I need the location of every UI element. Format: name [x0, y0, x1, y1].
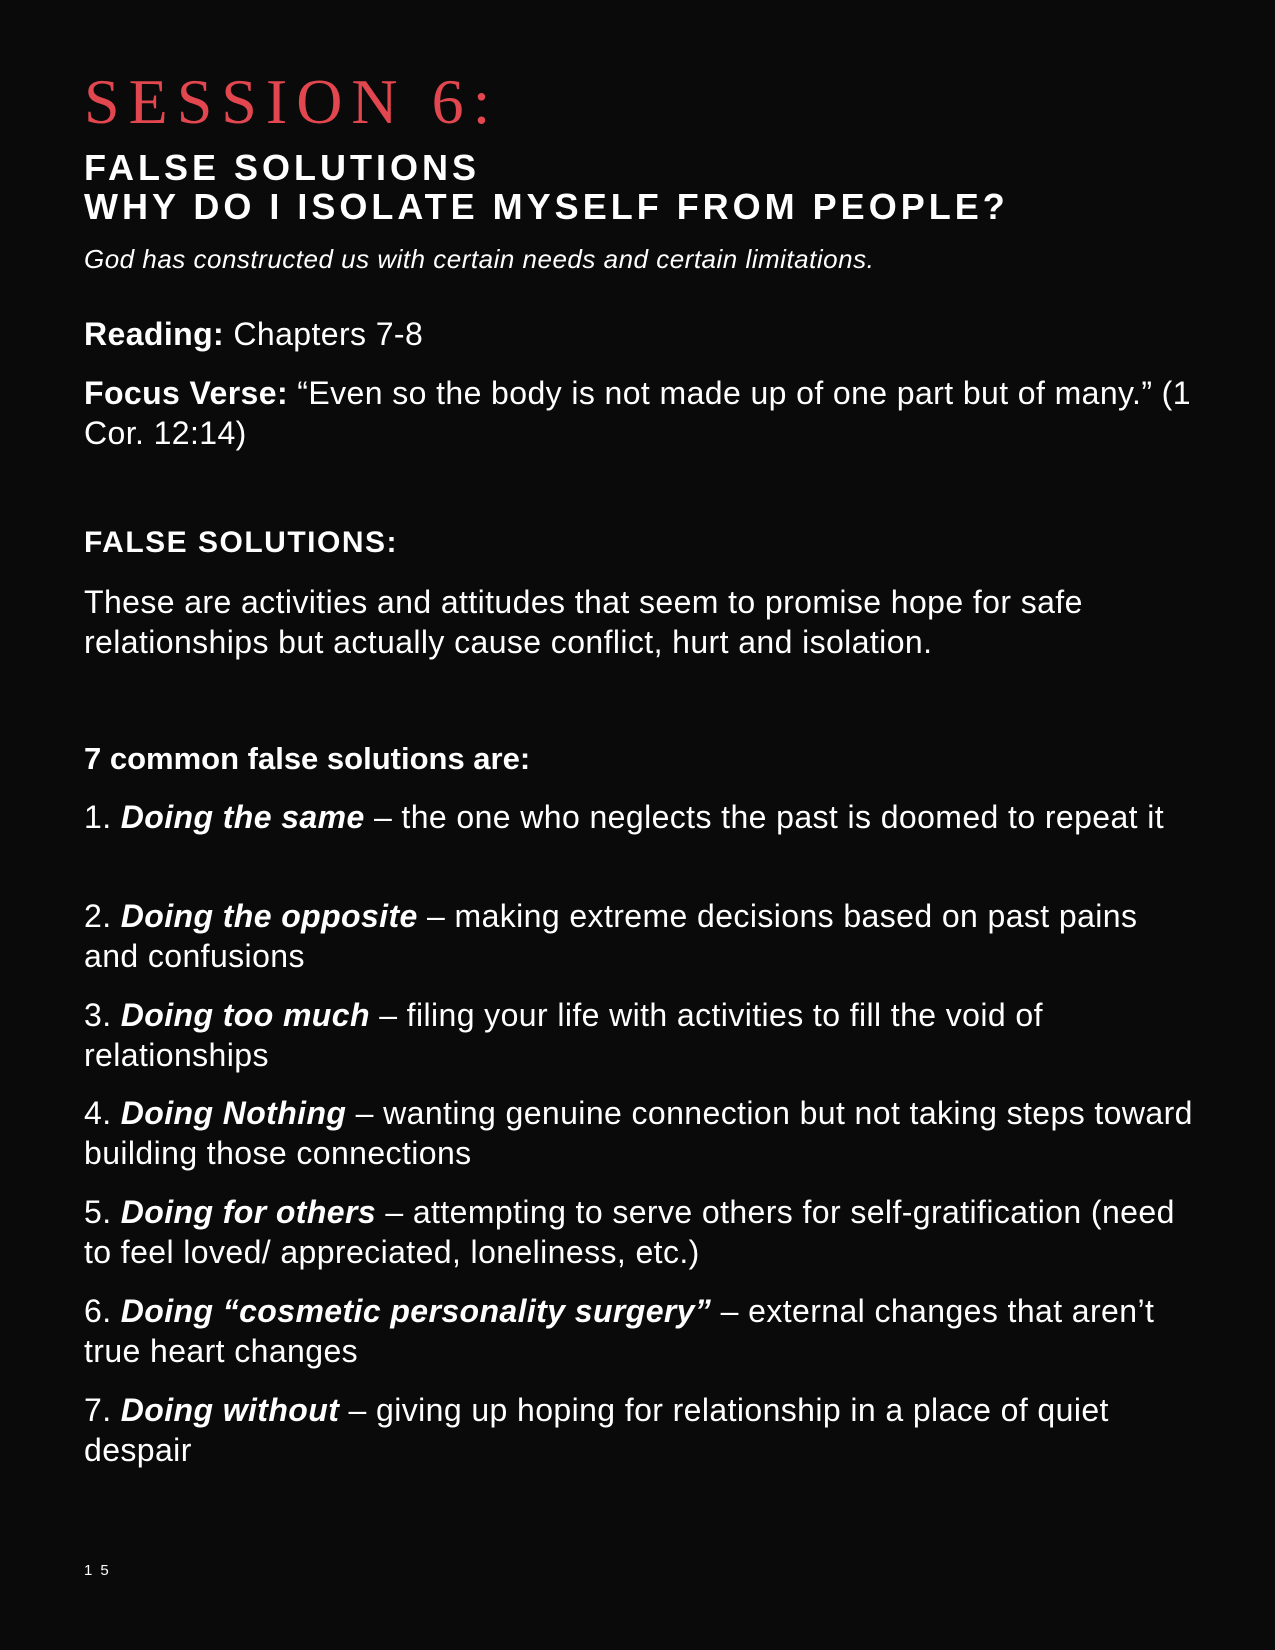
- subtitle-line-1: FALSE SOLUTIONS: [84, 147, 481, 188]
- list-item-number: 5.: [84, 1194, 121, 1230]
- session-title: SESSION 6:: [84, 66, 500, 137]
- list-item-term: Doing the opposite: [120, 898, 418, 934]
- reading-value: Chapters 7-8: [224, 316, 424, 352]
- list-item-number: 3.: [84, 997, 121, 1033]
- list-item: [84, 1192, 1194, 1272]
- list-item-description: – the one who neglects the past is doomed to repeat it: [364, 799, 1165, 835]
- list-item-description: – filing your life with activities to fill the void of relationships: [84, 997, 1043, 1073]
- list-item-term: Doing “cosmetic personality surgery”: [120, 1293, 712, 1329]
- list-item-number: 6.: [84, 1293, 121, 1329]
- list-item-term: Doing the same: [120, 799, 365, 835]
- list-item-term: Doing for others: [120, 1194, 377, 1230]
- false-solutions-description: These are activities and attitudes that seem to promise hope for safe relationships but actually cause conflict, hurt and isolation.: [84, 584, 1083, 660]
- list-item-number: 1.: [84, 799, 121, 835]
- list-item: [84, 1390, 1194, 1470]
- list-item-number: 4.: [84, 1095, 121, 1131]
- focus-verse-label: Focus Verse:: [84, 375, 289, 411]
- list-item: [84, 1093, 1194, 1173]
- list-item: [84, 995, 1194, 1075]
- list-item-description: – attempting to serve others for self-gratification (need to feel loved/ appreciated, loneliness, etc.): [84, 1194, 1175, 1270]
- list-item: [84, 797, 1194, 837]
- page-number: 15: [84, 1562, 117, 1579]
- list-item: [84, 1291, 1194, 1371]
- list-item-description: – making extreme decisions based on past pains and confusions: [84, 898, 1138, 974]
- focus-verse: [84, 373, 1194, 453]
- false-solutions-heading: FALSE SOLUTIONS:: [84, 526, 399, 559]
- tagline: God has constructed us with certain needs and certain limitations.: [84, 244, 875, 274]
- focus-verse-text: “Even so the body is not made up of one part but of many.” (1 Cor. 12:14): [84, 375, 1191, 451]
- list-heading: 7 common false solutions are:: [84, 741, 531, 776]
- list-item-description: – giving up hoping for relationship in a place of quiet despair: [84, 1392, 1109, 1468]
- reading-label: Reading:: [84, 316, 225, 352]
- subtitle-line-2: WHY DO I ISOLATE MYSELF FROM PEOPLE?: [84, 186, 1009, 227]
- reading-line: [84, 314, 1194, 354]
- list-item-number: 2.: [84, 898, 121, 934]
- list-item-term: Doing without: [120, 1392, 340, 1428]
- list-item: [84, 896, 1194, 976]
- list-item-description: – external changes that aren’t true heart changes: [84, 1293, 1155, 1369]
- list-item-term: Doing Nothing: [120, 1095, 347, 1131]
- list-item-term: Doing too much: [120, 997, 370, 1033]
- list-item-number: 7.: [84, 1392, 121, 1428]
- list-item-description: – wanting genuine connection but not taking steps toward building those connections: [84, 1095, 1193, 1171]
